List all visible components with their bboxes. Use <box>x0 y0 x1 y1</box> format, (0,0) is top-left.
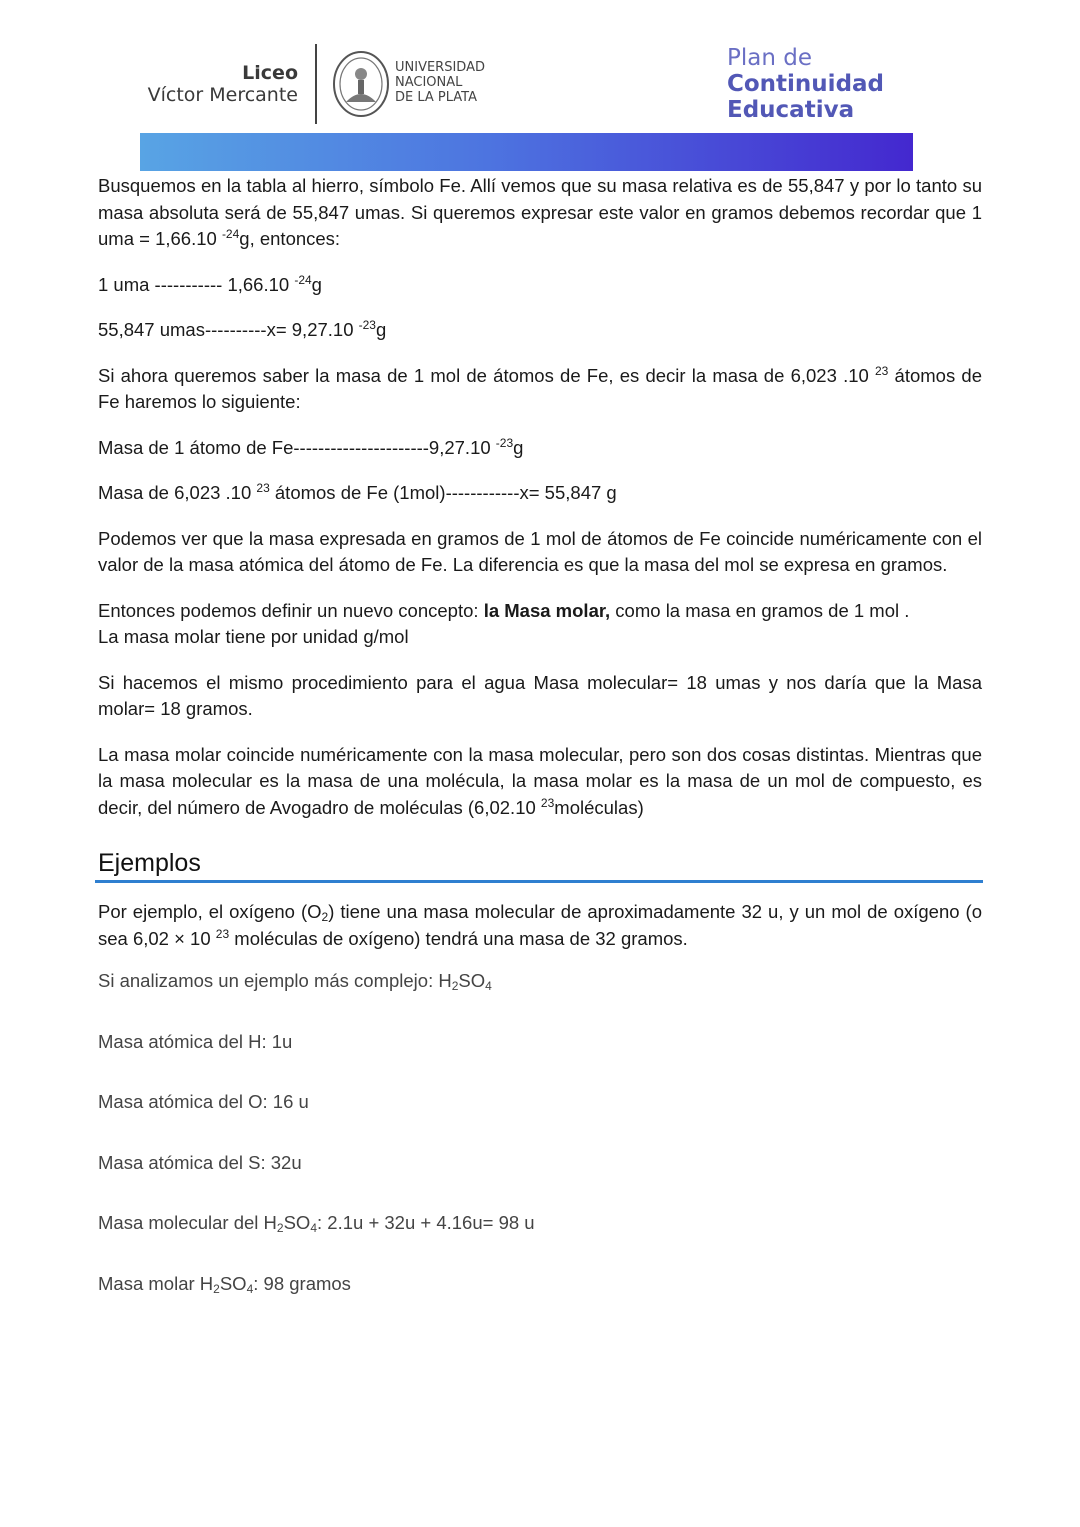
equation-one-atom: Masa de 1 átomo de Fe----------------------9,27.10 $^{-23}$g <box>98 435 524 458</box>
plan-continuidad-logo: Plan de Continuidad Educativa <box>727 45 885 123</box>
molar-mass-h2so4: Masa molar $H_2SO_4$: 98 gramos <box>98 1272 351 1296</box>
paragraph-coincidence: Podemos ver que la masa expresada en gramos de 1 mol de átomos de Fe coincide numéricamente con el valor de la masa atómica del átomo de Fe. La diferencia es que la masa del mol se expresa en gramos. <box>98 527 982 575</box>
liceo-logo <box>148 62 298 106</box>
paragraph-molar-vs-molecular: La masa molar coincide numéricamente con la masa molecular, pero son dos cosas distintas. Mientras que la masa molecular es la masa de una molécula, la masa molar es la masa de un mol de compuesto, es decir, del número de Avogadro de moléculas (6,02.10 $^{23}$moléculas) <box>98 743 982 818</box>
atomic-mass-s: Masa atómica del S: 32u <box>98 1151 302 1173</box>
liceo-subtitle: Víctor Mercante <box>147 84 298 106</box>
header-gradient-bar <box>140 133 913 171</box>
atomic-mass-o: Masa atómica del O: 16 u <box>98 1091 309 1112</box>
paragraph-mol-of-iron: Si ahora queremos saber la masa de 1 mol de átomos de Fe, es decir la masa de 6,023 .10 $^{23}$ átomos de Fe haremos lo siguiente: <box>98 363 982 412</box>
liceo-name: Liceo <box>242 62 298 84</box>
equation-iron-grams: 55,847 umas----------x= 9,27.10 $^{-23}$g <box>98 318 387 340</box>
paragraph-oxygen-example: Por ejemplo, el oxígeno $(O_2)$ tiene una masa molecular de aproximadamente 32 u, y un mol de oxígeno (o sea 6,02 × 10 $^{23}$ moléculas de oxígeno) tendrá una masa de 32 gramos. <box>98 901 982 949</box>
heading-underline <box>95 880 983 883</box>
unlp-name: UNIVERSIDAD NACIONAL DE LA PLATA <box>395 60 485 105</box>
header-divider <box>315 44 317 124</box>
page-header <box>0 0 1080 175</box>
paragraph-molar-mass-definition: Entonces podemos definir un nuevo concepto: la Masa molar, como la masa en gramos de 1 mol . La masa molar tiene por unidad g/mol <box>98 599 910 647</box>
atomic-mass-h: Masa atómica del H: 1u <box>98 1030 293 1052</box>
section-heading-ejemplos: Ejemplos <box>98 849 201 877</box>
unlp-seal-icon <box>332 50 390 118</box>
example-intro-h2so4: Si analizamos un ejemplo más complejo: $H_2SO_4$ <box>98 970 492 993</box>
page-content <box>98 173 982 1297</box>
paragraph-iron-mass: Busquemos en la tabla al hierro, símbolo Fe. Allí vemos que su masa relativa es de 55,847 y por lo tanto su masa absoluta será de 55,847 umas. Si queremos expresar este valor en gramos debemos recordar que 1 uma = 1,66.10 $^{-24}$g, entonces: <box>98 175 982 249</box>
equation-uma-to-grams: 1 uma ----------- 1,66.10 $^{-24}$g <box>98 272 322 295</box>
paragraph-water: Si hacemos el mismo procedimiento para el agua Masa molecular= 18 umas y nos daría que la Masa molar= 18 gramos. <box>98 671 982 719</box>
equation-one-mol: Masa de 6,023 .10 $^{23}$ átomos de Fe (1mol)------------x= 55,847 g <box>98 481 617 503</box>
molecular-mass-h2so4: Masa molecular del $H_2SO_4$: 2.1u + 32u + 4.16u= 98 u <box>98 1212 535 1235</box>
